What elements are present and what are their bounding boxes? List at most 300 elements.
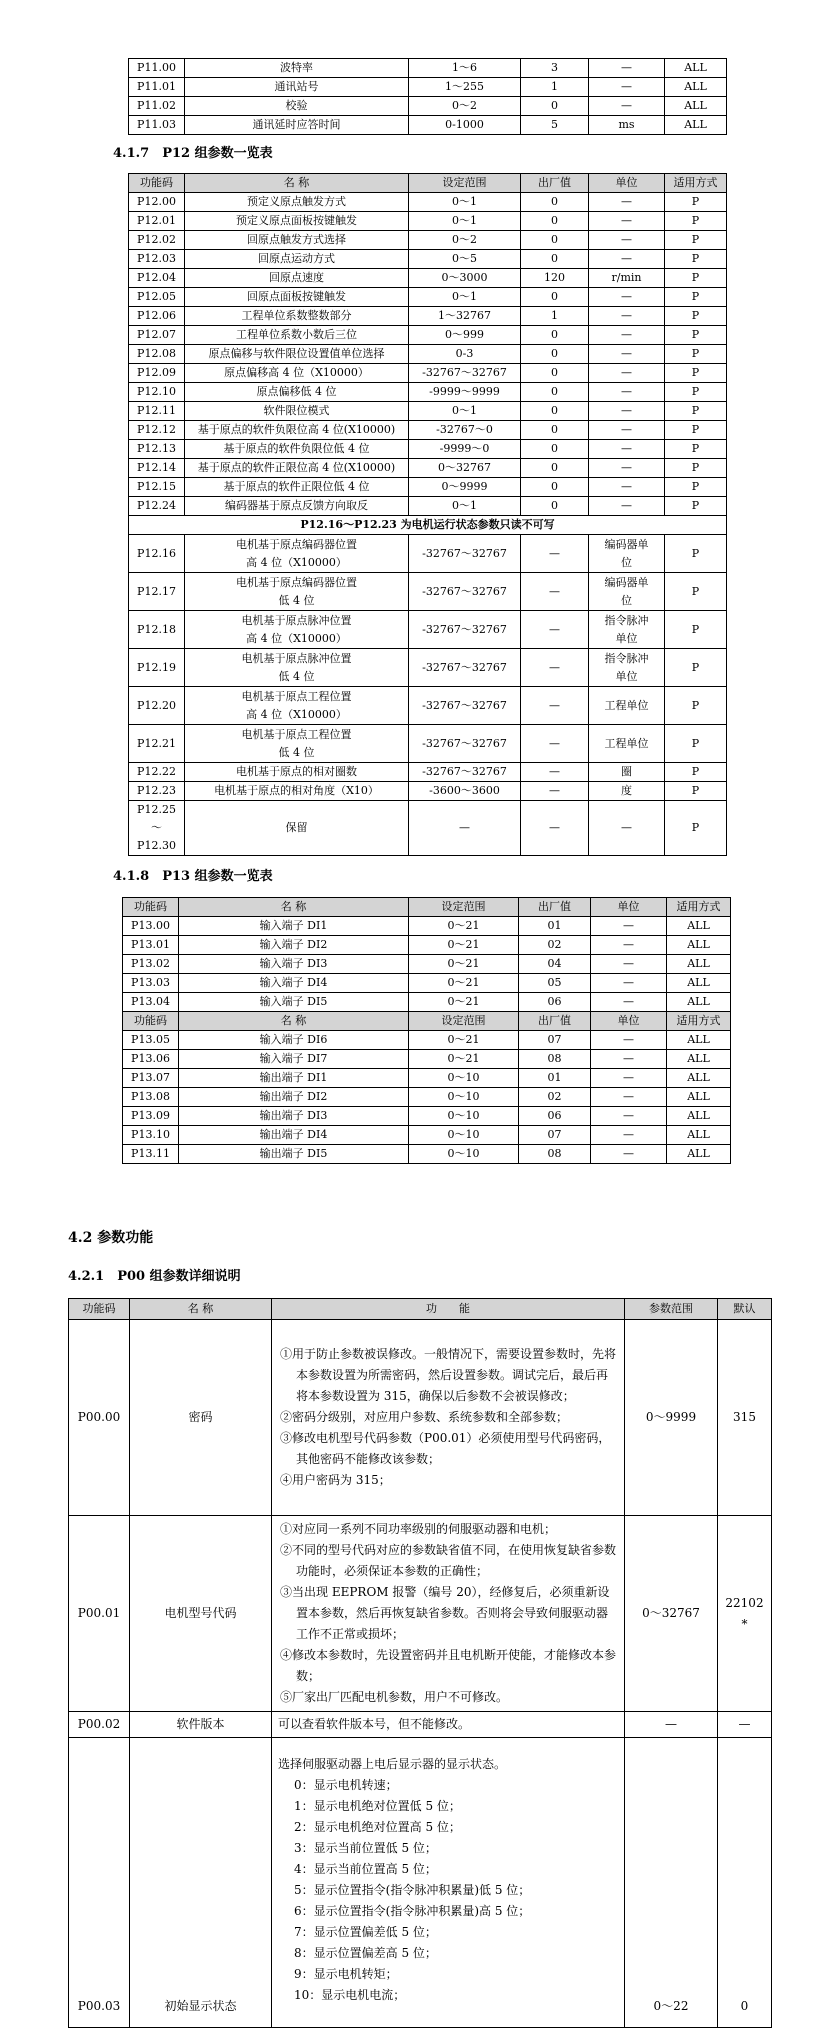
range-cell: 0～21 [409,955,519,974]
unit-cell: — [589,212,665,231]
table-row [123,993,731,1012]
name-cell: 输入端子 DI3 [179,955,409,974]
table-row-p00-03 [69,1738,772,2028]
header-cell: 单位 [591,898,667,917]
p12-parameter-table [128,173,727,856]
code-cell: P12.24 [129,497,185,516]
section-heading-4-1-8: 4.1.8 P13 组参数一览表 [113,869,273,884]
range-cell: -32767～32767 [409,649,521,687]
range-cell: -9999～9999 [409,383,521,402]
header-cell: 出厂值 [521,174,589,193]
default-cell: 0 [521,364,589,383]
code-line: P12.30 [137,839,176,852]
mode-cell: ALL [665,78,727,97]
name-cell: 原点偏移与软件限位设置值单位选择 [185,345,409,364]
code-cell: P12.00 [129,193,185,212]
default-cell: 0 [521,383,589,402]
table-row [129,116,727,135]
table-row [129,687,727,725]
unit-cell [589,725,665,763]
name-cell: 软件限位模式 [185,402,409,421]
p00-detail-table [68,1298,772,2028]
table-row [123,974,731,993]
range-cell: -32767～0 [409,421,521,440]
mode-cell: ALL [667,917,731,936]
unit-cell [589,687,665,725]
mode-cell: P [665,725,727,763]
display-option: 6：显示位置指令(指令脉冲积累量)高 5 位； [294,1904,531,1918]
header-cell: 设定范围 [409,898,519,917]
table-row [123,1031,731,1050]
range-cell: 0～2 [409,231,521,250]
table-row [129,459,727,478]
header-cell: 单位 [589,174,665,193]
default-cell: 01 [519,917,591,936]
code-cell: P12.01 [129,212,185,231]
code-cell: P12.04 [129,269,185,288]
unit-cell: — [589,402,665,421]
display-option: 8：显示位置偏差高 5 位； [294,1946,437,1960]
table-row [129,250,727,269]
default-cell: 0 [521,193,589,212]
unit-cell: — [589,78,665,97]
name-cell: 输出端子 DI3 [179,1107,409,1126]
name-cell: 输入端子 DI1 [179,917,409,936]
code-cell: P13.05 [123,1031,179,1050]
range-cell: 0～22 [625,1738,718,2028]
unit-cell: — [589,459,665,478]
p12-table-body [129,193,727,856]
mode-cell: P [665,193,727,212]
unit-cell: — [589,364,665,383]
mode-cell: ALL [665,59,727,78]
table-row [129,288,727,307]
code-cell: P13.03 [123,974,179,993]
unit-cell: — [589,288,665,307]
default-cell: 07 [519,1031,591,1050]
display-option: 3：显示当前位置低 5 位； [294,1841,437,1855]
unit-cell [589,649,665,687]
range-cell: 1～6 [409,59,521,78]
code-cell: P12.10 [129,383,185,402]
header-cell: 设定范围 [409,1012,519,1031]
code-cell: P00.03 [69,1738,130,2028]
code-cell: P13.07 [123,1069,179,1088]
mode-cell: P [665,326,727,345]
table-row [129,97,727,116]
table-row [123,1107,731,1126]
default-cell: 120 [521,269,589,288]
name-line: 高 4 位（X10000） [246,555,347,569]
section-heading-4-1-7: 4.1.7 P12 组参数一览表 [113,146,273,161]
mode-cell: P [665,364,727,383]
function-cell [272,1738,625,2028]
range-cell: 0～21 [409,1031,519,1050]
table-row-p00-01 [69,1516,772,1712]
display-option: 9：显示电机转矩； [294,1967,398,1981]
default-cell: 0 [521,497,589,516]
mode-cell: P [665,345,727,364]
name-line: 电机基于原点工程位置 [241,727,352,741]
header-cell: 参数范围 [625,1299,718,1320]
header-cell: 适用方式 [665,174,727,193]
default-cell: 0 [521,402,589,421]
code-cell: P12.19 [129,649,185,687]
table-row [129,535,727,573]
name-cell [185,611,409,649]
name-cell: 保留 [185,801,409,856]
code-cell: P13.08 [123,1088,179,1107]
range-cell: 0～2 [409,97,521,116]
header-cell: 适用方式 [667,1012,731,1031]
unit-line: 工程单位 [604,698,649,712]
default-cell: — [521,801,589,856]
default-value: 22102 [725,1595,764,1610]
mode-cell: P [665,383,727,402]
code-cell: P12.22 [129,763,185,782]
name-cell: 电机型号代码 [130,1516,272,1712]
unit-cell: — [589,383,665,402]
mode-cell: ALL [665,116,727,135]
range-cell: -32767～32767 [409,763,521,782]
mode-cell: P [665,649,727,687]
function-item: ①用于防止参数被误修改。一般情况下，需要设置参数时，先将本参数设置为所需密码，然后设置参数。调试完后，最后再将本参数设置为 315，确保以后参数不会被误修改； [280,1347,617,1403]
unit-cell: — [591,1126,667,1145]
header-cell: 默认 [718,1299,772,1320]
default-cell: — [718,1712,772,1738]
default-cell: 0 [521,440,589,459]
mode-cell: ALL [667,1088,731,1107]
unit-cell: — [589,497,665,516]
name-cell: 基于原点的软件正限位高 4 位(X10000) [185,459,409,478]
range-cell: 0～9999 [409,478,521,497]
code-cell: P11.03 [129,116,185,135]
code-cell: P12.05 [129,288,185,307]
name-cell [185,725,409,763]
table-row [123,955,731,974]
table-row [129,782,727,801]
function-item: ②密码分级别，对应用户参数、系统参数和全部参数； [280,1410,569,1424]
code-cell: P13.01 [123,936,179,955]
display-option: 1：显示电机绝对位置低 5 位； [294,1799,461,1813]
name-cell: 基于原点的软件负限位低 4 位 [185,440,409,459]
code-cell: P12.20 [129,687,185,725]
code-cell: P12.13 [129,440,185,459]
unit-cell: ms [589,116,665,135]
table-row [129,649,727,687]
table-row [129,402,727,421]
table-row [123,917,731,936]
unit-line: 位 [621,555,632,569]
name-line: 电机基于原点工程位置 [241,689,352,703]
unit-line: 工程单位 [604,736,649,750]
table-row [129,763,727,782]
mode-cell: P [665,402,727,421]
mode-cell: P [665,801,727,856]
code-cell: P12.09 [129,364,185,383]
name-cell: 基于原点的软件正限位低 4 位 [185,478,409,497]
default-cell: 0 [521,97,589,116]
name-cell: 输入端子 DI2 [179,936,409,955]
unit-cell: 圈 [589,763,665,782]
unit-cell [589,535,665,573]
display-option: 4：显示当前位置高 5 位； [294,1862,437,1876]
default-cell: — [521,763,589,782]
unit-cell: — [589,231,665,250]
header-cell: 名 称 [179,898,409,917]
table-row [129,212,727,231]
name-cell: 电机基于原点的相对角度（X10） [185,782,409,801]
name-cell: 校验 [185,97,409,116]
default-mark: * [741,1616,748,1631]
mode-cell: P [665,611,727,649]
function-item: ⑤厂家出厂匹配电机参数，用户不可修改。 [280,1690,509,1704]
range-cell: 0～3000 [409,269,521,288]
default-cell: 0 [521,345,589,364]
p13-parameter-table [122,897,731,1164]
unit-line: 指令脉冲 [604,613,649,627]
unit-cell: — [591,1145,667,1164]
table-row [123,1126,731,1145]
name-line: 高 4 位（X10000） [246,631,347,645]
code-cell: P13.10 [123,1126,179,1145]
name-cell: 输出端子 DI4 [179,1126,409,1145]
unit-cell: r/min [589,269,665,288]
range-cell: 0～21 [409,974,519,993]
range-cell: -32767～32767 [409,725,521,763]
name-cell: 输入端子 DI5 [179,993,409,1012]
default-cell: 315 [718,1320,772,1516]
mode-cell: ALL [667,1126,731,1145]
default-cell: — [521,611,589,649]
mode-cell: ALL [667,993,731,1012]
name-cell: 预定义原点面板按键触发 [185,212,409,231]
name-cell: 通讯站号 [185,78,409,97]
display-options-list [278,1775,618,2006]
table-row [129,611,727,649]
range-cell: 0～10 [409,1145,519,1164]
p13-table-body [123,898,731,1164]
table-row [129,440,727,459]
unit-line: 单位 [615,631,638,645]
table-row [129,59,727,78]
table-row [123,1088,731,1107]
range-cell: 0～10 [409,1069,519,1088]
default-cell [718,1516,772,1712]
header-cell: 名 称 [185,174,409,193]
code-cell: P00.00 [69,1320,130,1516]
mode-cell: P [665,269,727,288]
unit-cell: — [589,326,665,345]
code-cell: P12.03 [129,250,185,269]
table-row [129,307,727,326]
unit-line: 位 [621,593,632,607]
code-cell: P12.07 [129,326,185,345]
mode-cell: ALL [667,955,731,974]
mode-cell: P [665,497,727,516]
unit-cell: — [591,955,667,974]
range-cell: 1～255 [409,78,521,97]
name-cell: 工程单位系数整数部分 [185,307,409,326]
mode-cell: P [665,250,727,269]
table-row [129,326,727,345]
mode-cell: P [665,440,727,459]
range-cell: 0～10 [409,1088,519,1107]
code-cell: P12.08 [129,345,185,364]
mode-cell: ALL [667,1145,731,1164]
range-cell: 0～5 [409,250,521,269]
p11-table-body [129,59,727,135]
function-cell [272,1320,625,1516]
code-cell: P11.00 [129,59,185,78]
name-cell: 输入端子 DI4 [179,974,409,993]
unit-cell: — [591,993,667,1012]
range-cell: 0～1 [409,497,521,516]
table-row [129,345,727,364]
table-row [129,478,727,497]
default-cell: 0 [718,1738,772,2028]
header-cell: 功能码 [69,1299,130,1320]
function-cell: 可以查看软件版本号，但不能修改。 [272,1712,625,1738]
name-cell: 预定义原点触发方式 [185,193,409,212]
range-cell: 0～32767 [625,1516,718,1712]
section-heading-4-2: 4.2 参数功能 [68,1230,154,1246]
name-cell: 软件版本 [130,1712,272,1738]
name-cell: 工程单位系数小数后三位 [185,326,409,345]
name-cell: 输出端子 DI5 [179,1145,409,1164]
mode-cell: P [665,573,727,611]
p12-table-header [129,174,727,193]
range-cell: 0～21 [409,993,519,1012]
header-cell: 功能码 [123,898,179,917]
code-line: P12.25 [137,803,176,816]
header-cell: 功能码 [129,174,185,193]
name-line: 低 4 位 [278,593,315,607]
name-line: 高 4 位（X10000） [246,707,347,721]
code-cell: P13.09 [123,1107,179,1126]
unit-line: 指令脉冲 [604,651,649,665]
code-cell: P12.23 [129,782,185,801]
mode-cell: ALL [667,1050,731,1069]
code-cell: P12.06 [129,307,185,326]
unit-cell: — [589,97,665,116]
mode-cell: P [665,459,727,478]
default-cell: — [521,687,589,725]
code-cell: P12.14 [129,459,185,478]
default-cell: — [521,725,589,763]
name-cell [185,649,409,687]
unit-cell: — [591,1107,667,1126]
default-cell: 5 [521,116,589,135]
range-cell: 0～1 [409,212,521,231]
default-cell: 0 [521,326,589,345]
code-cell: P00.02 [69,1712,130,1738]
function-item: ③当出现 EEPROM 报警（编号 20），经修复后，必须重新设置本参数，然后再恢复缺省参数。否则将会导致伺服驱动器工作不正常或损坏； [280,1585,610,1641]
default-cell: 1 [521,307,589,326]
code-cell: P12.12 [129,421,185,440]
unit-cell [589,573,665,611]
mode-cell: ALL [667,1107,731,1126]
range-cell: 0～1 [409,193,521,212]
code-line: ～ [151,821,162,834]
name-cell: 电机基于原点的相对圈数 [185,763,409,782]
table-row [129,364,727,383]
default-cell: — [521,535,589,573]
default-cell: 0 [521,250,589,269]
default-cell: 08 [519,1050,591,1069]
range-cell: — [625,1712,718,1738]
mode-cell: P [665,231,727,250]
code-cell: P12.15 [129,478,185,497]
display-option: 0：显示电机转速； [294,1778,398,1792]
header-cell: 适用方式 [667,898,731,917]
range-cell: -32767～32767 [409,573,521,611]
default-cell: 0 [521,421,589,440]
default-cell: 02 [519,936,591,955]
p11-parameter-table [128,58,727,135]
section-heading-4-2-1: 4.2.1 P00 组参数详细说明 [68,1269,241,1284]
name-cell: 输出端子 DI2 [179,1088,409,1107]
name-cell: 输出端子 DI1 [179,1069,409,1088]
code-cell: P13.04 [123,993,179,1012]
header-cell: 名 称 [130,1299,272,1320]
table-row [123,936,731,955]
p13-table-header-repeat [123,1012,731,1031]
range-cell: 0～1 [409,288,521,307]
unit-line: 编码器单 [604,537,649,551]
name-line: 电机基于原点编码器位置 [236,575,357,589]
mode-cell: ALL [667,974,731,993]
display-option: 10：显示电机电流； [294,1988,406,2002]
mode-cell: ALL [665,97,727,116]
name-cell: 输入端子 DI7 [179,1050,409,1069]
name-cell: 基于原点的软件负限位高 4 位(X10000) [185,421,409,440]
range-cell: 0～9999 [625,1320,718,1516]
default-cell: 0 [521,459,589,478]
mode-cell: P [665,288,727,307]
unit-line: 单位 [615,669,638,683]
unit-cell: — [591,1069,667,1088]
range-cell: -3600～3600 [409,782,521,801]
name-cell [185,573,409,611]
default-cell: 01 [519,1069,591,1088]
default-cell: 0 [521,212,589,231]
table-row [129,573,727,611]
table-row [129,193,727,212]
code-cell: P11.01 [129,78,185,97]
name-line: 低 4 位 [278,669,315,683]
default-cell: — [521,782,589,801]
mode-cell: P [665,212,727,231]
unit-cell: — [589,801,665,856]
table-row-p00-00 [69,1320,772,1516]
range-cell: -32767～32767 [409,364,521,383]
unit-cell: — [589,345,665,364]
range-cell: 0～1 [409,402,521,421]
default-cell: — [521,649,589,687]
name-cell: 回原点速度 [185,269,409,288]
table-row [129,383,727,402]
code-cell: P13.00 [123,917,179,936]
unit-cell: — [591,1031,667,1050]
table-row [123,1145,731,1164]
default-cell: 0 [521,231,589,250]
name-cell [185,687,409,725]
function-cell [272,1516,625,1712]
code-cell: P11.02 [129,97,185,116]
function-item: ②不同的型号代码对应的参数缺省值不同，在使用恢复缺省参数功能时，必须保证本参数的正确性； [280,1543,617,1578]
default-cell: 06 [519,993,591,1012]
